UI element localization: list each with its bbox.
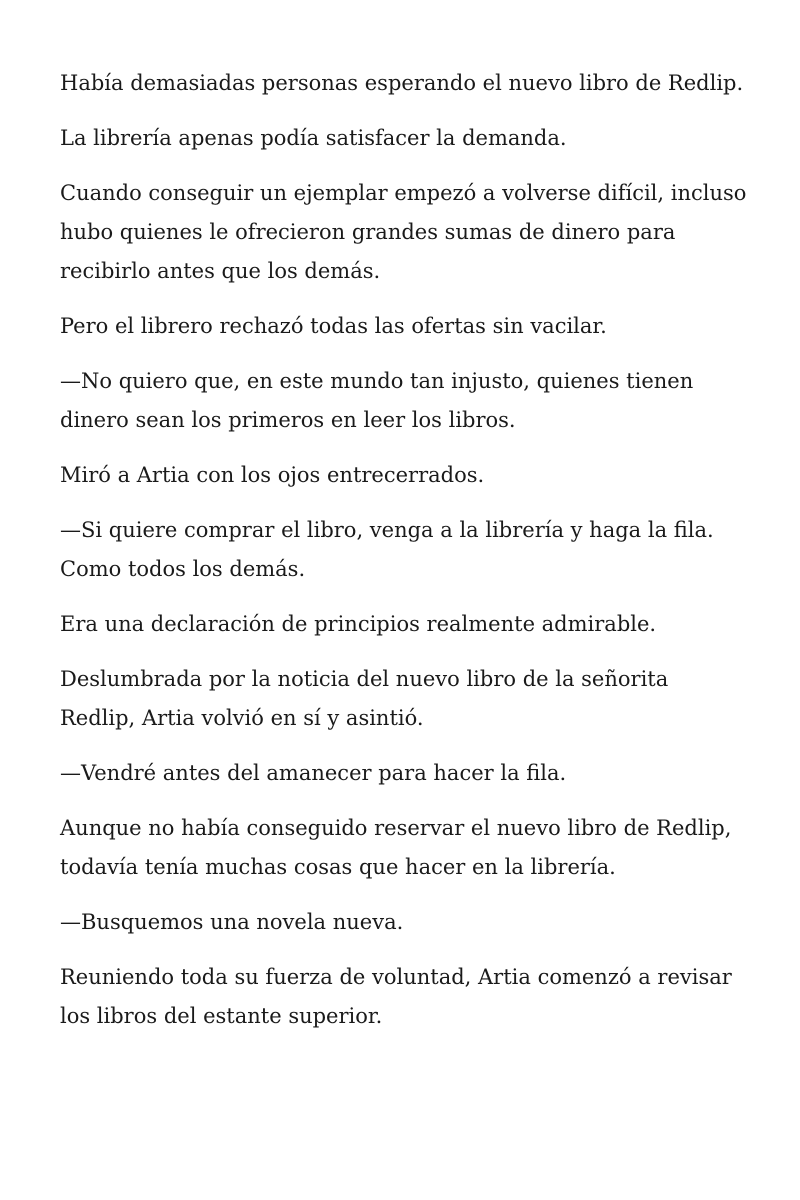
paragraph-2: La librería apenas podía satisfacer la demanda. <box>60 126 567 150</box>
paragraph-6: Miró a Artia con los ojos entrecerrados. <box>60 463 485 487</box>
paragraph-12: —Busquemos una novela nueva. <box>60 910 404 934</box>
paragraph-4: Pero el librero rechazó todas las ofertas sin vacilar. <box>60 314 607 338</box>
paragraph-9: Deslumbrada por la noticia del nuevo libro de la señorita Redlip, Artia volvió en sí y asintió. <box>60 667 669 730</box>
paragraph-3: Cuando conseguir un ejemplar empezó a volverse difícil, incluso hubo quienes le ofrecieron grandes sumas de dinero para recibirlo antes que los demás. <box>60 181 747 283</box>
paragraph-8: Era una declaración de principios realmente admirable. <box>60 612 657 636</box>
document-page <box>60 64 750 1052</box>
paragraph-1: Había demasiadas personas esperando el nuevo libro de Redlip. <box>60 71 744 95</box>
paragraph-7: —Si quiere comprar el libro, venga a la librería y haga la fila. Como todos los demás. <box>60 518 714 581</box>
paragraph-13: Reuniendo toda su fuerza de voluntad, Artia comenzó a revisar los libros del estante superior. <box>60 965 732 1028</box>
paragraph-10: —Vendré antes del amanecer para hacer la fila. <box>60 761 567 785</box>
paragraph-11: Aunque no había conseguido reservar el nuevo libro de Redlip, todavía tenía muchas cosas que hacer en la librería. <box>60 816 732 879</box>
paragraph-5: —No quiero que, en este mundo tan injusto, quienes tienen dinero sean los primeros en leer los libros. <box>60 369 694 432</box>
